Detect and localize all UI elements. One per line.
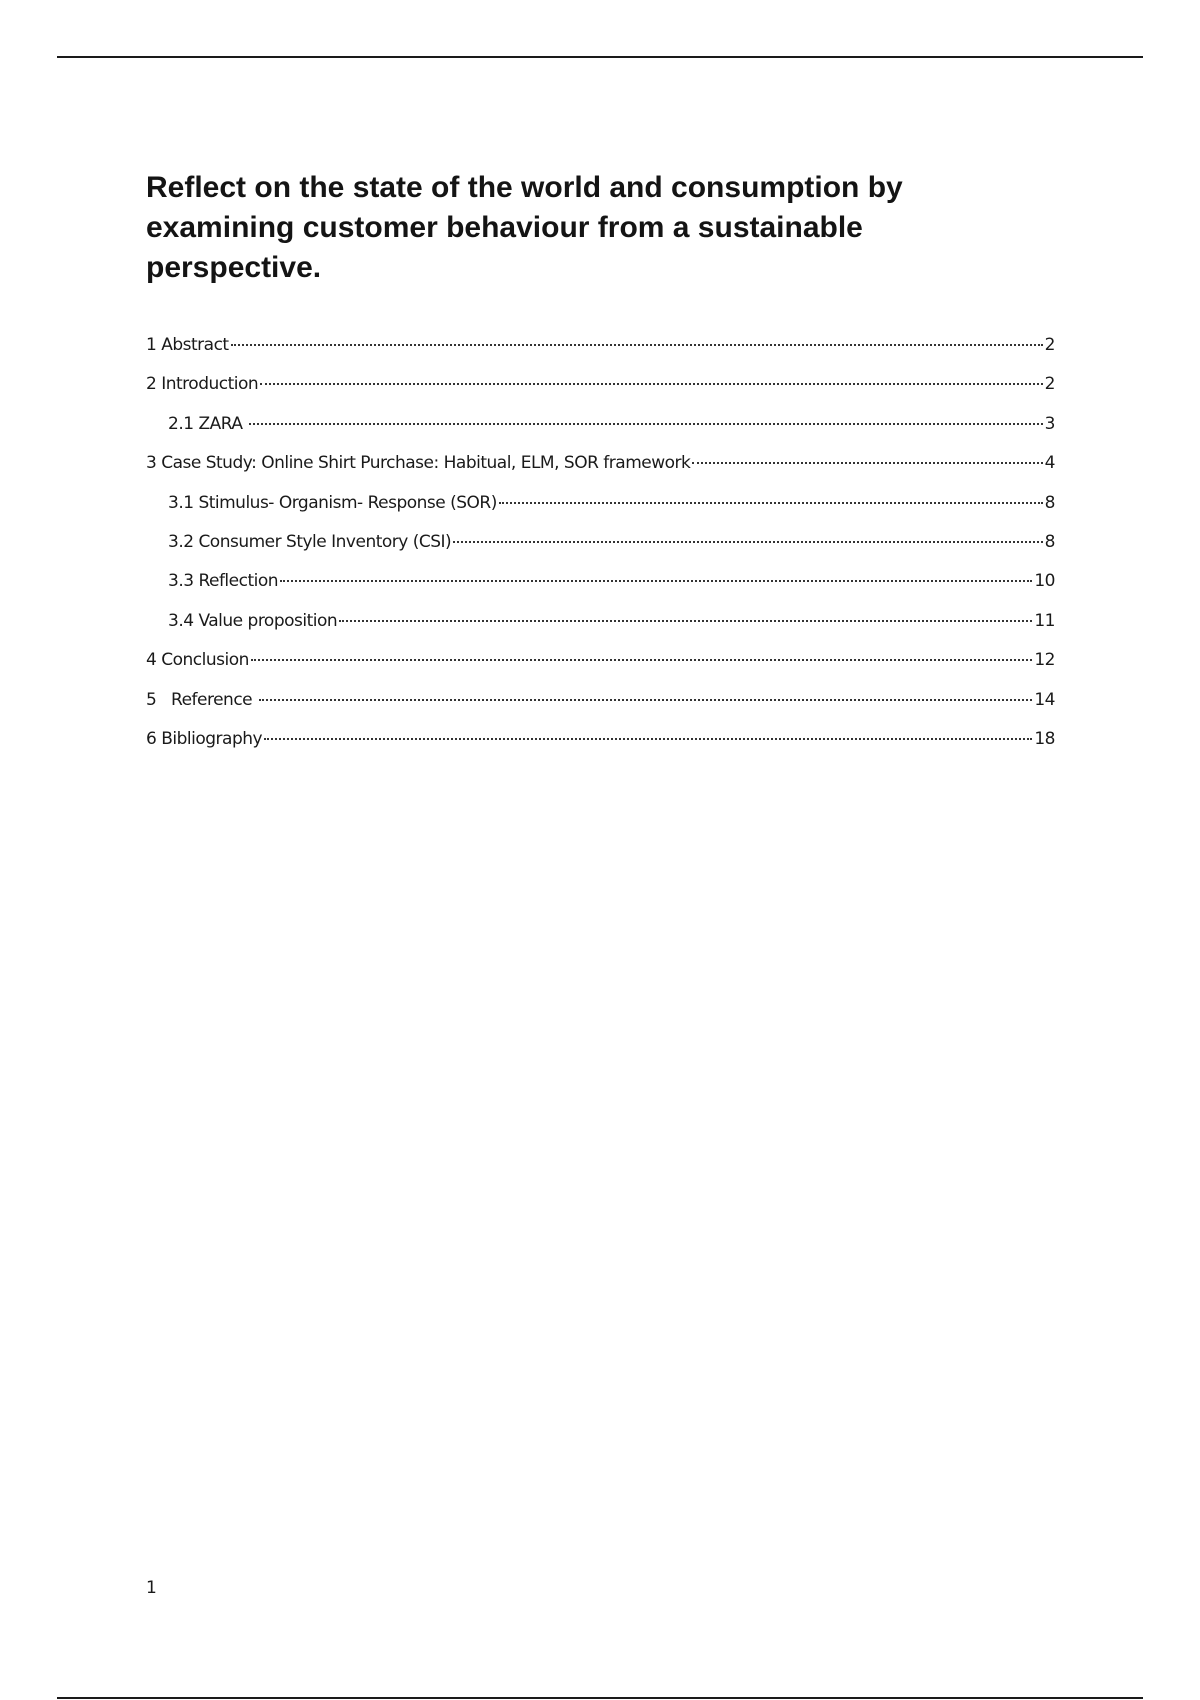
toc-entry-conclusion[interactable] — [146, 650, 1055, 689]
toc-entry-abstract[interactable] — [146, 335, 1055, 374]
header-rule — [57, 56, 1143, 58]
toc-dot-leader — [453, 541, 1042, 543]
toc-entry-label: 1 Abstract — [146, 335, 229, 355]
page-number: 1 — [146, 1578, 157, 1598]
toc-entry-reflection[interactable] — [146, 571, 1055, 610]
toc-entry-reference[interactable] — [146, 690, 1055, 729]
toc-entry-label: 2 Introduction — [146, 374, 259, 395]
toc-dot-leader — [231, 344, 1043, 346]
toc-entry-case-study[interactable] — [146, 453, 1055, 492]
toc-entry-label: 3.2 Consumer Style Inventory (CSI) — [168, 531, 452, 552]
toc-dot-leader — [280, 580, 1032, 582]
toc-dot-leader — [251, 659, 1032, 661]
toc-entry-page: 2 — [1044, 335, 1055, 355]
toc-entry-label: 6 Bibliography — [146, 728, 263, 749]
toc-entry-label: 5 Reference — [146, 689, 258, 710]
toc-entry-introduction[interactable] — [146, 374, 1055, 413]
toc-entry-label: 4 Conclusion — [146, 650, 249, 671]
footer-rule — [57, 1697, 1143, 1699]
toc-entry-csi[interactable] — [146, 532, 1055, 571]
toc-entry-page: 8 — [1044, 531, 1055, 552]
toc-entry-sor[interactable] — [146, 493, 1055, 532]
toc-dot-leader — [264, 738, 1032, 740]
toc-entry-label: 3 Case Study: Online Shirt Purchase: Habitual, ELM, SOR framework — [146, 453, 691, 474]
toc-entry-zara[interactable] — [146, 414, 1055, 453]
toc-entry-page: 4 — [1044, 453, 1055, 474]
toc-dot-leader — [692, 462, 1042, 464]
toc-entry-label: 3.4 Value proposition — [168, 610, 338, 631]
toc-dot-leader — [260, 383, 1043, 385]
toc-entry-page: 10 — [1034, 571, 1055, 592]
toc-entry-page: 14 — [1034, 689, 1055, 710]
toc-entry-value-proposition[interactable] — [146, 611, 1055, 650]
toc-dot-leader — [499, 502, 1043, 504]
toc-dot-leader — [259, 699, 1032, 701]
toc-entry-label: 2.1 ZARA — [168, 413, 248, 434]
toc-entry-page: 2 — [1044, 374, 1055, 395]
toc-entry-page: 18 — [1034, 728, 1055, 749]
toc-entry-page: 3 — [1044, 413, 1055, 434]
document-title: Reflect on the state of the world and consumption by examining customer behaviour from a sustainable perspective. — [146, 171, 903, 284]
table-of-contents — [146, 335, 1055, 768]
toc-entry-page: 11 — [1034, 610, 1055, 631]
toc-dot-leader — [249, 423, 1042, 425]
toc-entry-label: 3.3 Reflection — [168, 571, 279, 592]
toc-entry-page: 8 — [1044, 492, 1055, 513]
toc-entry-page: 12 — [1034, 650, 1055, 671]
toc-entry-label: 3.1 Stimulus- Organism- Response (SOR) — [168, 492, 497, 513]
toc-dot-leader — [339, 620, 1032, 622]
toc-entry-bibliography[interactable] — [146, 729, 1055, 768]
